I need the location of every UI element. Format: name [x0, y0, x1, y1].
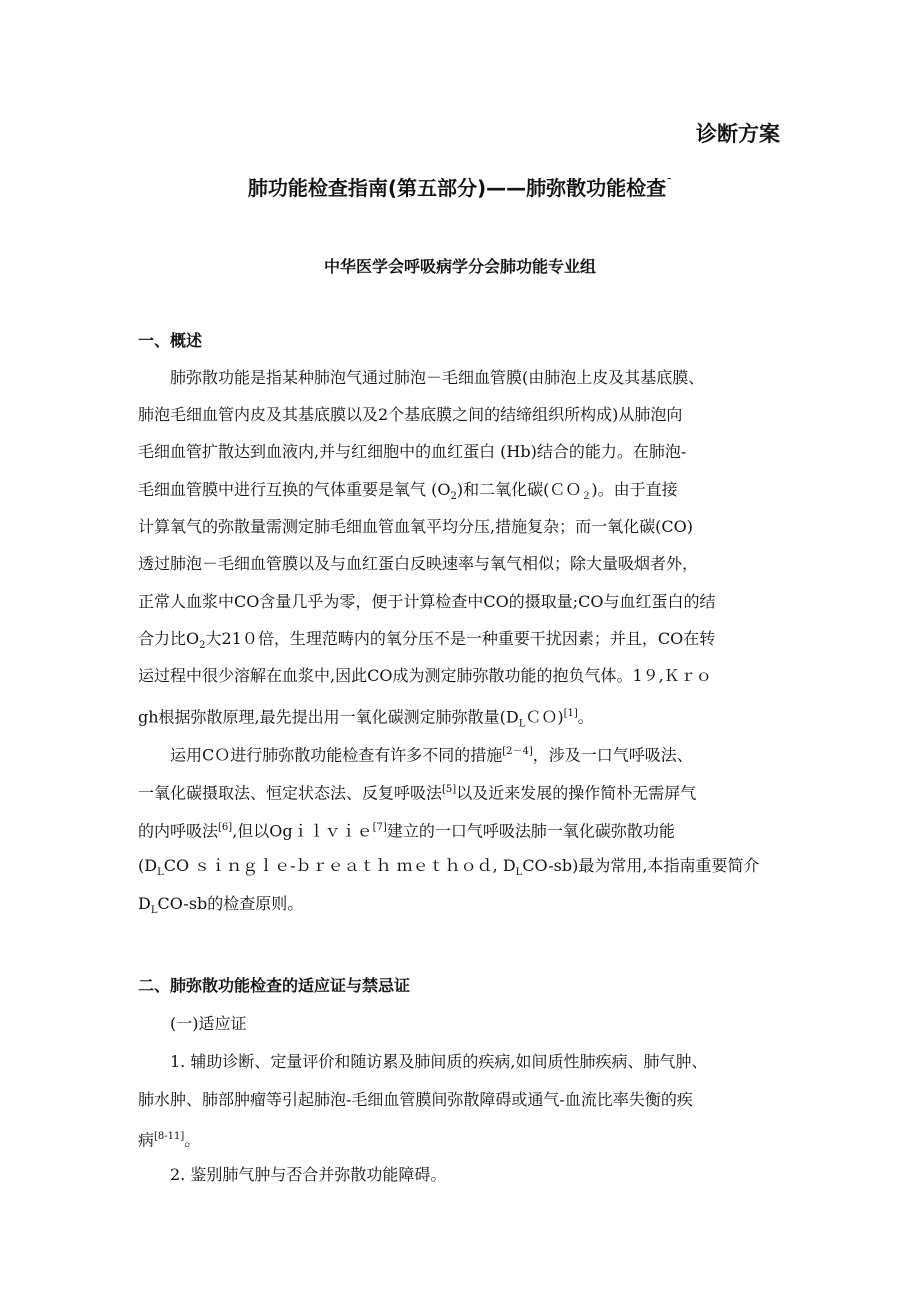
paragraph-line: 肺泡毛细血管内皮及其基底膜以及2个基底膜之间的结缔组织所构成)从肺泡向	[138, 405, 683, 424]
paragraph-line	[138, 818, 788, 841]
text-run: 合力比O	[138, 629, 200, 648]
subscript: L	[150, 905, 158, 917]
text-run: )和二氧化碳(ＣＯ	[456, 480, 582, 499]
list-item-line: 1. 辅助诊断、定量评价和随访累及肺间质的疾病,如间质性肺疾病、肺气肿、	[170, 1052, 708, 1071]
text-run: 一氧化碳摄取法、恒定状态法、反复呼吸法	[138, 783, 443, 803]
paragraph-line	[138, 780, 788, 803]
text-run: CO ｓｉｎｇｌｅ-ｂｒｅａｔｈ ｍｅｔｈｏｄ, D	[163, 856, 516, 875]
text-run: 建立的一口气呼吸法肺一氧化碳弥散功能	[386, 821, 675, 841]
citation: [6]	[218, 822, 233, 833]
paragraph-line	[138, 629, 788, 656]
text-run: 。	[577, 707, 594, 727]
paragraph-line	[170, 742, 820, 765]
paragraph-line	[138, 894, 788, 921]
text-run: ＣＯ)	[525, 707, 564, 727]
list-item-line: 肺水肿、肺部肿瘤等引起肺泡-毛细血管膜间弥散障碍或通气-血流比率失衡的疾	[138, 1090, 693, 1109]
section-heading-indications: 二、肺弥散功能检查的适应证与禁忌证	[138, 976, 411, 995]
subscript: 2	[450, 491, 457, 503]
plan-title: 诊断方案	[696, 122, 780, 146]
citation: [2－4]	[502, 746, 533, 757]
title-footnote-mark: ¯	[666, 176, 673, 191]
subscript: ２	[581, 491, 592, 503]
citation: [7]	[372, 822, 387, 833]
text-run: gh根据弥散原理,最先提出用一氧化碳测定肺弥散量(D	[138, 707, 519, 727]
list-item-line: 2. 鉴别肺气肿与否合并弥散功能障碍。	[170, 1165, 447, 1184]
paragraph-line	[138, 856, 788, 883]
subscript: 2	[199, 640, 206, 652]
paragraph-line	[138, 480, 788, 507]
main-title-text: 肺功能检查指南(第五部分)——肺弥散功能检查	[247, 176, 667, 200]
text-run: 以及近来发展的操作简朴无需屏气	[456, 783, 697, 803]
subscript: L	[515, 867, 523, 879]
text-run: 毛细血管膜中进行互换的气体重要是氧气 (O	[138, 480, 451, 499]
text-run: CO-sb)最为常用,本指南重要简介	[522, 856, 760, 875]
text-run: 大21０倍，生理范畴内的氧分压不是一种重要干扰因素；并且，CO在转	[205, 629, 716, 648]
text-run: (D	[138, 856, 158, 875]
text-run: )。由于直接	[591, 480, 678, 499]
paragraph-line: 计算氧气的弥散量需测定肺毛细血管血氧平均分压,措施复杂；而一氧化碳(CO)	[138, 517, 693, 536]
text-run: 的内呼吸法	[138, 821, 219, 841]
subsection-heading: (一)适应证	[170, 1014, 247, 1033]
subscript: L	[157, 867, 164, 879]
paragraph-line: 透过肺泡－毛细血管膜以及与血红蛋白反映速率与氧气相似；除大量吸烟者外，	[138, 554, 699, 573]
list-item-line	[138, 1127, 788, 1150]
text-run: ，涉及一口气呼吸法、	[532, 745, 693, 765]
text-run: 病	[138, 1130, 155, 1150]
main-title	[0, 172, 920, 201]
text-run: D	[138, 894, 151, 913]
author-organization: 中华医学会呼吸病学分会肺功能专业组	[323, 257, 596, 276]
paragraph-line: 肺弥散功能是指某种肺泡气通过肺泡－毛细血管膜(由肺泡上皮及其基底膜、	[170, 368, 705, 387]
text-run: 运用CＯ进行肺弥散功能检查有许多不同的措施	[170, 745, 503, 765]
section-heading-overview: 一、概述	[138, 331, 203, 350]
paragraph-line: 毛细血管扩散达到血液内,并与红细胞中的血红蛋白 (Hb)结合的能力。在肺泡-	[138, 442, 687, 461]
paragraph-line: 运过程中很少溶解在血浆中,因此CO成为测定肺弥散功能的抱负气体。1９,Ｋｒｏ	[138, 666, 712, 685]
text-run: CO-sb的检查原则。	[157, 894, 304, 913]
text-run: 。	[184, 1130, 201, 1150]
citation: [1]	[563, 708, 578, 719]
text-run: ,但以Ogｉｌｖｉｅ	[232, 821, 373, 841]
paragraph-line: 正常人血浆中CO含量几乎为零，便于计算检查中CO的摄取量;CO与血红蛋白的结	[138, 592, 716, 611]
citation: [8-11]	[154, 1131, 185, 1142]
citation: [5]	[442, 784, 457, 795]
paragraph-line	[138, 704, 788, 735]
subscript: L	[518, 718, 526, 730]
